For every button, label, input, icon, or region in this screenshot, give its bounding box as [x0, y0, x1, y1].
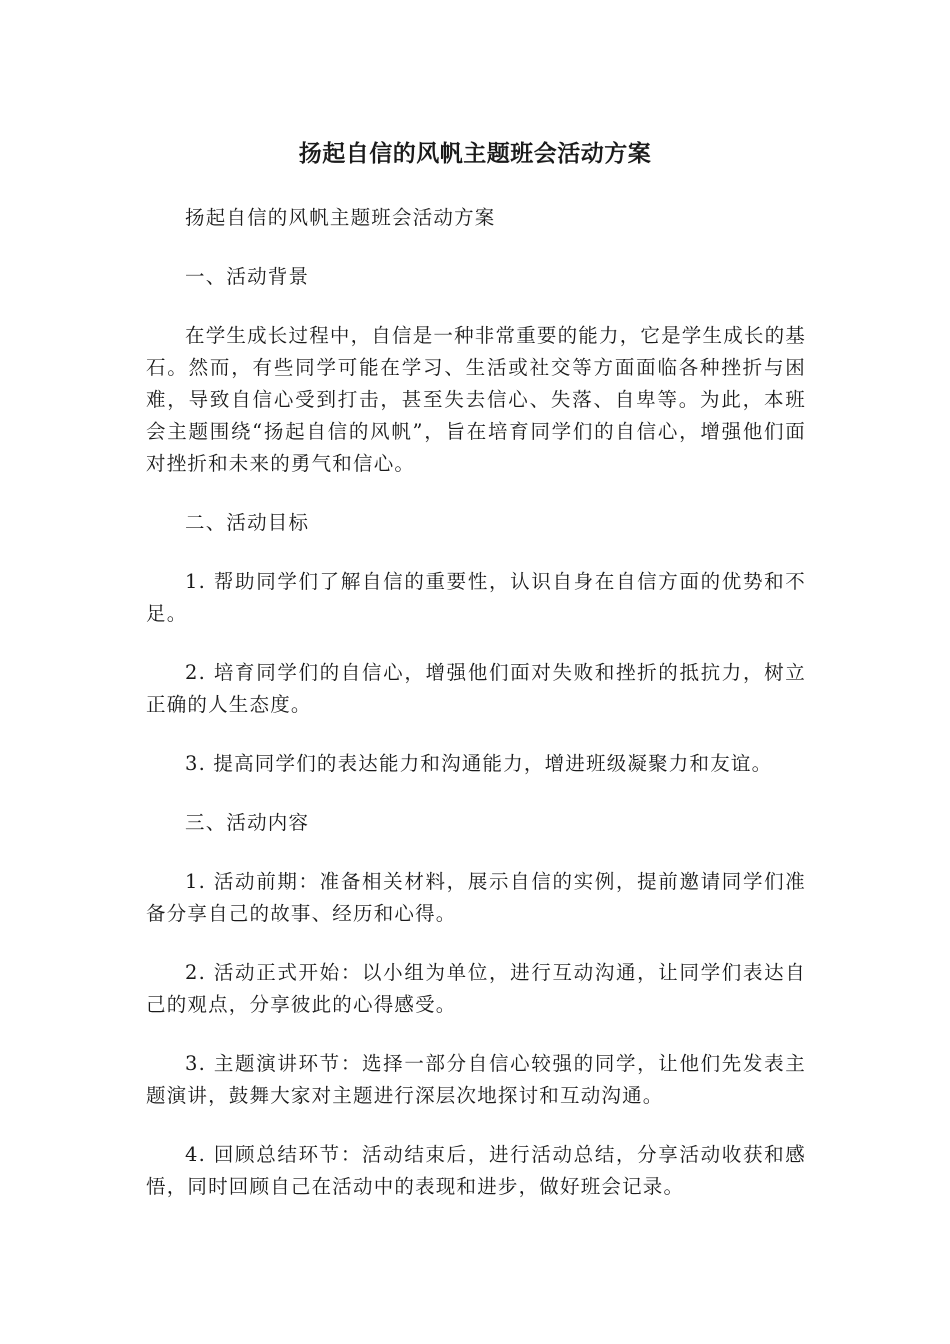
paragraph-goal-2: 2. 培育同学们的自信心，增强他们面对失败和挫折的抵抗力，树立正确的人生态度。 [146, 661, 806, 716]
document-body [146, 202, 806, 1230]
paragraph-content-3: 3. 主题演讲环节：选择一部分自信心较强的同学，让他们先发表主题演讲，鼓舞大家对主题进行深层次地探讨和互动沟通。 [146, 1052, 806, 1107]
section-heading-background: 一、活动背景 [185, 265, 310, 288]
section-heading-goals: 二、活动目标 [185, 511, 310, 534]
paragraph-goal-1: 1. 帮助同学们了解自信的重要性，认识自身在自信方面的优势和不足。 [146, 570, 806, 625]
paragraph-subtitle: 扬起自信的风帆主题班会活动方案 [185, 206, 496, 229]
paragraph-background: 在学生成长过程中，自信是一种非常重要的能力，它是学生成长的基石。然而，有些同学可能在学习、生活或社交等方面面临各种挫折与困难，导致自信心受到打击，甚至失去信心、失落、自卑等。为此，本班会主题围绕“扬起自信的风帆”，旨在培育同学们的自信心，增强他们面对挫折和未来的勇气和信心。 [146, 324, 807, 475]
paragraph-content-2: 2. 活动正式开始：以小组为单位，进行互动沟通，让同学们表达自己的观点，分享彼此的心得感受。 [146, 961, 806, 1016]
paragraph-content-4: 4. 回顾总结环节：活动结束后，进行活动总结，分享活动收获和感悟，同时回顾自己在活动中的表现和进步，做好班会记录。 [146, 1143, 806, 1198]
section-heading-content: 三、活动内容 [185, 811, 310, 834]
paragraph-content-1: 1. 活动前期：准备相关材料，展示自信的实例，提前邀请同学们准备分享自己的故事、经历和心得。 [146, 870, 806, 925]
document-title: 扬起自信的风帆主题班会活动方案 [298, 141, 652, 167]
paragraph-goal-3: 3. 提高同学们的表达能力和沟通能力，增进班级凝聚力和友谊。 [185, 752, 773, 775]
